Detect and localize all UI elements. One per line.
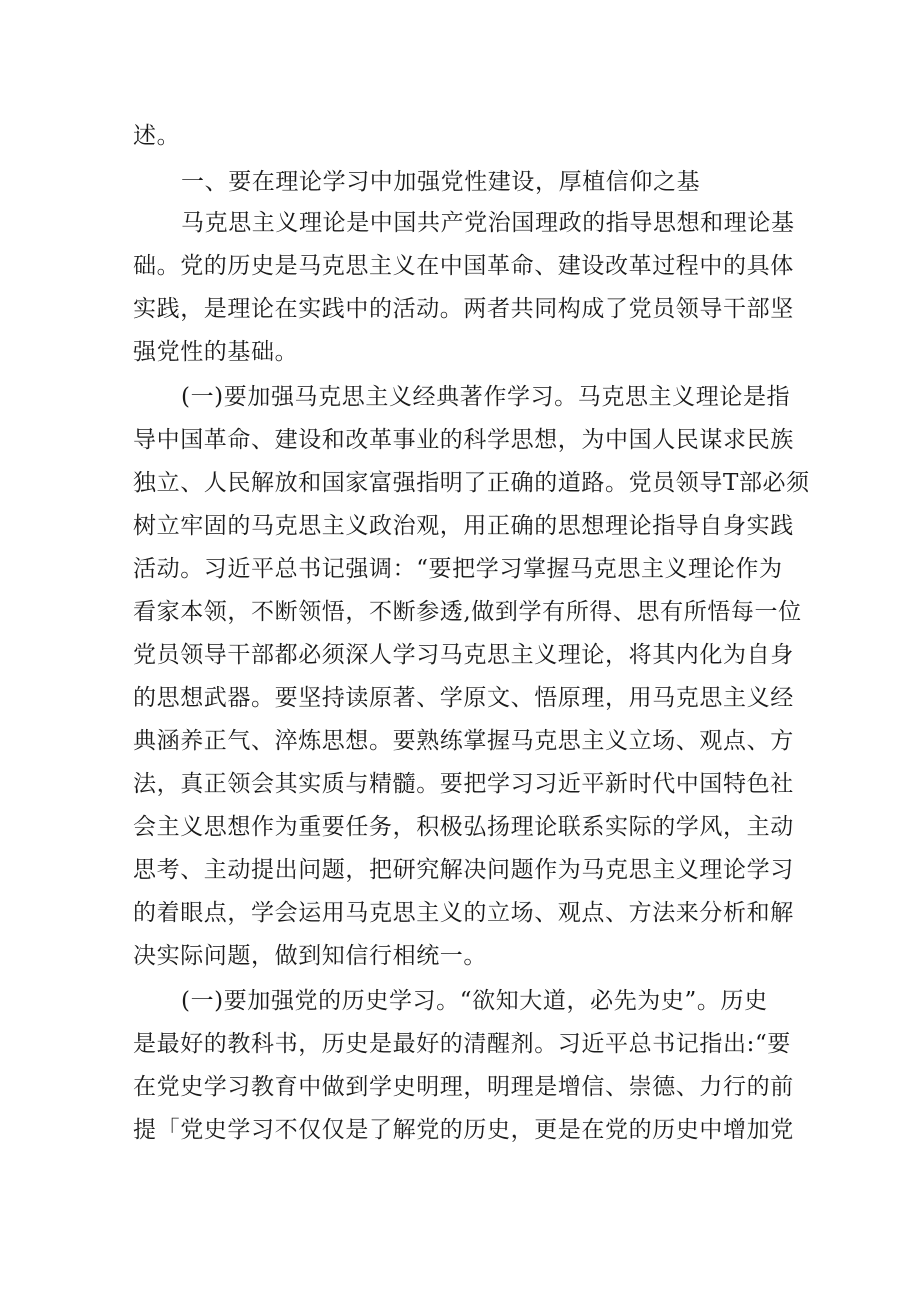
text-line: 会主义思想作为重要任务，积极弘扬理论联系实际的学风，主动 [133, 814, 794, 840]
text-line: 党员领导干部都必须深人学习马克思主义理论，将其内化为自身 [133, 642, 794, 668]
text-line: 的思想武器。要坚持读原著、学原文、悟原理，用马克思主义经 [133, 685, 794, 711]
text-line: 独立、人民解放和国家富强指明了正确的道路。党员领导T部必须 [133, 470, 810, 496]
subsection-heading: (一)要加强马克思主义经典著作学习。马克思主义理论是指 [181, 384, 791, 410]
text-line: 础。党的历史是马克思主义在中国革命、建设改革过程中的具体 [133, 253, 794, 279]
text-line: 马克思主义理论是中国共产党治国理政的指导思想和理论基 [181, 210, 795, 236]
text-line: 在党史学习教育中做到学史明理，明理是增信、崇德、力行的前 [133, 1074, 794, 1100]
text-line: 是最好的教科书，历史是最好的清醒剂。习近平总书记指出:“要 [133, 1031, 791, 1057]
text-line: 思考、主动提出问题，把研究解决问题作为马克思主义理论学习 [133, 857, 794, 883]
text-line: 的着眼点，学会运用马克思主义的立场、观点、方法来分析和解 [133, 900, 794, 926]
text-line: 树立牢固的马克思主义政治观，用正确的思想理论指导自身实践 [133, 513, 794, 539]
text-line: 看家本领，不断领悟，不断参透,做到学有所得、思有所悟每一位 [133, 599, 802, 625]
text-line: 导中国革命、建设和改革事业的科学思想，为中国人民谋求民族 [133, 427, 794, 453]
text-line: 活动。习近平总书记强调：“要把学习掌握马克思主义理论作为 [133, 556, 783, 582]
text-line: 强党性的基础。 [133, 339, 299, 365]
text-line: 法，真正领会其实质与精髓。要把学习习近平新时代中国特色社 [133, 771, 794, 797]
section-heading: 一、要在理论学习中加强党性建设，厚植信仰之基 [181, 169, 701, 195]
text-line: 决实际问题，做到知信行相统一。 [133, 943, 487, 969]
text-line: 实践，是理论在实践中的活动。两者共同构成了党员领导干部坚 [133, 296, 794, 322]
text-line: 典涵养正气、淬炼思想。要熟练掌握马克思主义立场、观点、方 [133, 728, 794, 754]
subsection-heading: (一)要加强党的历史学习。“欲知大道，必先为史”。历史 [181, 988, 768, 1014]
text-line: 提「党史学习不仅仅是了解党的历史，更是在党的历史中增加党 [133, 1117, 794, 1143]
text-line: 述。 [133, 123, 181, 149]
